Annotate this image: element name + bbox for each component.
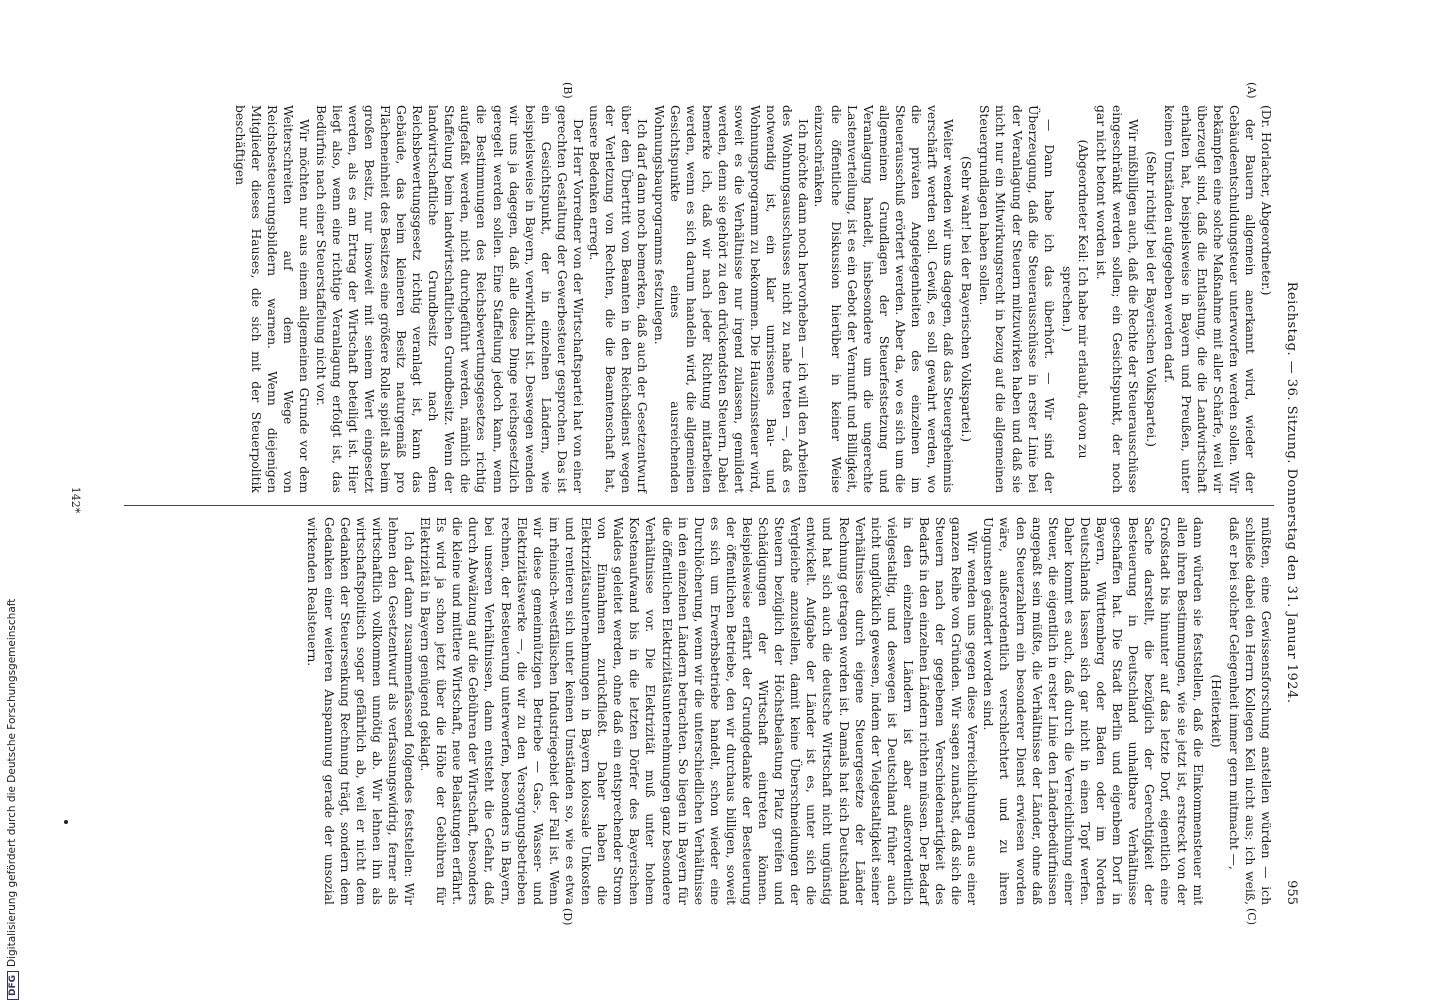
dfg-logo: DFG [7,971,19,1000]
paragraph: Ich möchte dann noch hervorheben — ich will den Arbeiten des Wohnungsausschusses nicht zu nahe treten —, daß es notwendig ist, ein klar umrissenes Bau- und Wohnungsprogramm zu bekommen. Die Hauszinssteuer wird, soweit es die Verhältnisse nur irgend zulassen, gemildert werden, denn sie gehört zu den drückendsten Steuern. Dabei bemerke ich, daß wir nach jeder Richtung mitarbeiten werden, wenn es sich darum handeln wird, die allgemeinen Gesichtspunkte eines ausreichenden Wohnungsbauprogramms festzulegen. [651,105,811,493]
header-title: Reichstag. — 36. Sitzung. Donnerstag den 31. Januar 1924. [1284,281,1300,704]
paragraph: (Dr. Horlacher, Abgeordneter.) [1259,105,1273,296]
paragraph: — Dann habe ich das überhört. — Wir sind der Überzeugung, daß die Steuerausschüsse in erster Linie bei der Veranlagung der Steuern mitzuwirken haben und daß sie nicht nur ein Mitwirkungsrecht in bezug auf die allgemeinen Steuergrundlagen haben sollen. [977,105,1056,493]
interjection: (Sehr richtig! bei der Bayerischen Volkspartei.) [1144,151,1159,447]
interjection: (Heiterkeit) [1208,674,1223,748]
margin-marker-c: (C) [1245,908,1258,925]
speck-dot [64,820,68,824]
dfg-credit [6,599,19,1000]
page-header [1278,105,1306,905]
paragraph: Wir möchten nur aus einem allgemeinen Grunde vor dem Weiterschreiten auf dem Wege von Reichsbesteuerungsbildern warnen. Wenn diejenigen Mitglieder dieses Hauses, die sich mit der Steuerpolitik beschäftigen [233,105,312,493]
column-divider [124,505,1274,506]
paragraph: Wir wenden uns gegen diese Verreichlichungen aus einer ganzen Reihe von Gründen. Wir sagen zunächst, daß sich die Steuern nach der gegebenen Verschiedenartigkeit des Bedarfs in den einzelnen Ländern richten müssen. Der Bedarf in den einzelnen Ländern ist aber außerordentlich vielgestaltig, und deswegen ist Deutschland früher auch nicht unglücklich gewesen, indem der Vielgestaltigkeit seiner Verhältnisse durch eigene Steuergesetze der Länder Rechnung getragen worden ist. Damals hat sich Deutschland und hat sich auch die deutsche Wirtschaft nicht ungünstig entwickelt. Aufgabe der Länder ist es, unter sich die Vergleiche anzustellen, damit keine Überschneidungen der Steuern bezüglich der Höchstbelastung Platz greifen und Schädigungen der Wirtschaft eintreten können. Beispielsweise erfährt der Grundgedanke der Besteuerung der öffentlichen Betriebe, den wir durchaus billigen, soweit es sich um Erwerbsbetriebe handelt, schon wieder eine Durchlöcherung, wenn wir die unterschiedlichen Verhältnisse in den einzelnen Ländern betrachten. So liegen in Bayern für die öffentlichen Elektrizitätsunternehmungen ganz besondere Verhältnisse vor. Die Elektrizität muß unter hohem Kostenaufwand bis in die letzten Dörfer des Bayerischen Waldes geleitet werden, ohne daß ein entsprechender Strom von Einnahmen zurückfließt. Daher haben die Elektrizitätsunternehmungen in Bayern kolossale Unkosten und rentieren sich unter keinen Umständen so, wie es etwa im rheinisch-westfälischen Industriegebiet der Fall ist. Wenn wir diese gemeinnützigen Betriebe — Gas-, Wasser- und Elektrizitätswerke —, die wir zu den Versorgungsbetrieben rechnen, der Besteuerung unterwerfen, besonders in Bayern, bei unseren Verhältnissen, dann entsteht die Gefahr, daß durch Abwälzung auf die Gebühren der Wirtschaft, besonders die kleine und mittlere Wirtschaft, neue Belastungen erfährt. Es wird ja schon jetzt über die Höhe der Gebühren für Elektrizität in Bayern genügend geklagt. [418,517,980,905]
dfg-credit-text: Digitalisierung gefördert durch die Deutsche Forschungsgemeinschaft [6,598,18,967]
left-column [232,105,1274,493]
right-column [304,517,1274,905]
paragraph: Weiter wenden wir uns dagegen, daß das Steuergeheimnis verschärft werden soll. Gewiß, es soll gewahrt werden, wo die privaten Angelegenheiten des einzelnen im Steuerausschuß erörtert werden. Aber da, wo es sich um die allgemeinen Grundlagen der Steuerfestsetzung und Veranlagung handelt, insbesondere um die ungerechte Lastenverteilung, ist es ein Gebot der Vernunft und Billigkeit, die öffentliche Diskussion hierüber in keiner Weise einzuschränken. [812,105,956,493]
page-number: 955 [1284,880,1300,905]
paragraph: dann würden sie feststellen, daß die Einkommensteuer mit allen ihren Bestimmungen, wie sie jetzt ist, erstreckt von der Großstadt bis hinunter auf das letzte Dorf, eigentlich eine Sache darstellt, die bezüglich der Gerechtigkeit der Besteuerung in Deutschland unhaltbare Verhältnisse geschaffen hat. Die Stadt Berlin und eigenbem Dorf in Bayern, Württemberg oder Baden oder im Norden Deutschlands lassen sich gar nicht in einen Topf werfen. Daher kommt es auch, daß durch die Verreichlichung einer Steuer, die eigentlich in erster Linie den Länderbedürfnissen angepaßt sein müßte, die Verhältnisse der Länder, ohne daß den Steuerzahlern ein besonderer Dienst erwiesen worden wäre, außerordentlich verschlechtert und zu ihren Ungunsten geändert worden sind. [981,517,1205,905]
interjection: (Sehr wahr! bei der Bayerischen Volkspartei.) [959,155,974,443]
paragraph: Wir mißbilligen auch, daß die Rechte der Steuerausschüsse eingeschränkt werden sollen; ein Gesichtspunkt, der noch gar nicht betont worden ist. [1094,105,1141,493]
paragraph: der Bauern allgemein anerkannt wird, wieder der Gebäudeentschuldungsteuer unterworfen werden sollen. Wir bekämpfen eine solche Maßnahme mit aller Schärfe, weil wir überzeugt sind, daß die Entlastung, die die Landwirtschaft erhalten hat, beispielsweise in Bayern und Preußen, unter keinen Umständen aufgegeben werden darf. [1162,105,1257,493]
interjection: (Abgeordneter Keil: Ich habe mir erlaubt, davon zu sprechen.) [1059,139,1090,459]
signature-mark: 142* [69,486,82,514]
paragraph: Ich darf dann zusammenfassend folgendes feststellen: Wir lehnen den Gesetzentwurf als verfassungswidrig, ferner als wirtschaftlich vollkommen unnötig ab. Wir lehnen ihn als wirtschaftspolitisch sogar gefährlich ab, weil er nicht dem Gedanken der Steuersenkung Rechnung trägt, sondern dem Gedanken einer weiteren Anspannung gerade der unsozial wirkenden Realsteuern. [305,517,417,905]
margin-marker-d: (D) [561,908,574,926]
paragraph: Der Herr Vorredner von der Wirtschaftspartei hat von einer gerechten Gestaltung der Gewerbesteuer gesprochen. Das ist ein Gesichtspunkt, der in einzelnen Ländern, wie beispielsweise in Bayern, verwirklicht ist. Deswegen wenden wir uns ja dagegen, daß alle diese Dinge reichsgesetzlich geregelt werden sollen. Eine Staffelung jedoch kann, wenn die Bestimmungen des Reichsbewertungsgesetzes richtig aufgefaßt werden, nicht durchgeführt werden, nämlich die Staffelung beim landwirtschaftlichen Grundbesitz. Wenn der landwirtschaftliche Grundbesitz nach dem Reichsbewertungsgesetz richtig veranlagt ist, kann das Gebäude, das beim kleineren Besitz naturgemäß pro Flächeneinheit des Besitzes eine größere Rolle spielt als beim großen Besitz, nur insoweit mit seinem Wert eingesetzt werden, als es am Ertrag der Wirtschaft beteiligt ist. Hier liegt also, wenn eine richtige Veranlagung erfolgt ist, das Bedürfnis nach einer Steuerstaffelung nicht vor. [313,105,586,493]
paragraph: müßten, eine Gewissensforschung anstellen würden — ich schließe dabei den Herrn Kollegen Keil nicht aus; ich weiß, daß er bei solcher Gelegenheit immer gern mitmacht —, [1226,517,1273,905]
paragraph: Ich darf dann noch bemerken, daß auch der Gesetzentwurf über den Übertritt von Beamten in den Reichsdienst wegen der Verletzung von Rechten, die die Beamtenschaft hat, unsere Bedenken erregt. [587,105,650,493]
margin-marker-a: (A) [1245,82,1258,99]
margin-marker-b: (B) [561,82,574,99]
